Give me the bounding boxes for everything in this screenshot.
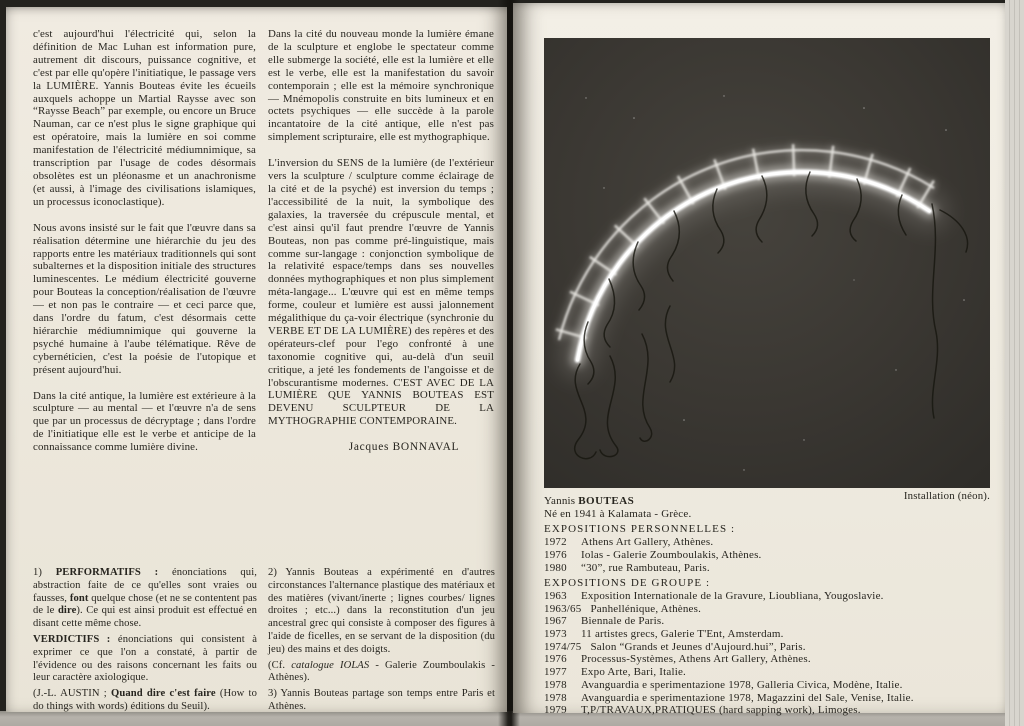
exhibition-year: 1978 <box>544 691 567 704</box>
exhibition-text: “30”, rue Rambuteau, Paris. <box>581 561 710 574</box>
exhibition-row <box>544 562 994 575</box>
exhibition-year: 1977 <box>544 666 567 679</box>
exhibition-row <box>544 653 994 666</box>
footnote-3: 3) Yannis Bouteas partage son temps entre Paris et Athènes. <box>268 688 495 712</box>
exhibition-text: Biennale de Paris. <box>581 615 665 628</box>
exhibition-row <box>544 603 994 616</box>
exhibition-year: 1980 <box>544 561 567 574</box>
right-page <box>513 3 1005 717</box>
exhibition-text: Expo Arte, Bari, Italie. <box>581 666 686 679</box>
exhibition-year: 1967 <box>544 615 567 628</box>
exhibition-text: Panhellénique, Athènes. <box>590 602 702 615</box>
essay-paragraph: c'est aujourd'hui l'électricité qui, selon la définition de Mac Luhan est information pure, autrement dit discours, puissance cognitive, et c'est par elle qu'opère l'initiatique, le passage vers la LUMIÈRE. Yannis Bouteas évite les écueils auxquels achoppe un Martial Raysse avec son “Raysse Beach” par exemple, ou encore un Bruce Nauman, car ce n'est plus le signe graphique qui est opératoire, mais la lumière en soi comme manifestation de l'électricité médiumnimique, sa transcription par l'usage de codes désormais obsolètes est un pléonasme et un anachronisme (et aussi, à l'image des civilisations islamiques, un processus iconoclastique). <box>33 28 256 208</box>
exhibition-text: Athens Art Gallery, Athènes. <box>581 536 714 549</box>
exhibition-text: Exposition Internationale de la Gravure, Lioubliana, Yougoslavie. <box>581 589 884 602</box>
left-page <box>6 7 507 712</box>
exhibition-year: 1963 <box>544 589 567 602</box>
footnote-performatifs: 1) PERFORMATIFS : énonciations qui, abstraction faite de ce qu'elles sont vraies ou fausses, font quelque chose (et ne se contentent pas de le dire). Ce qui est ainsi produit est effectué en disant cette même chose. <box>33 567 257 630</box>
exhibition-text: T,P/TRAVAUX,PRATIQUES (hard sapping work), Limoges. <box>581 704 861 717</box>
artist-name <box>544 495 994 508</box>
exhibition-row <box>544 666 994 679</box>
exhibition-text: 11 artistes grecs, Galerie T'Ent, Amsterdam. <box>581 628 784 641</box>
exhibition-row <box>544 641 994 654</box>
photo-caption: Installation (néon). <box>903 490 990 502</box>
exhibition-year: 1972 <box>544 536 567 549</box>
essay-paragraph: L'inversion du SENS de la lumière (de l'extérieur vers la sculpture / sculpture comme éclairage de la cité et de la psyché) est inversion du temps ; l'accessibilité de la nuit, la symbolique des galaxies, la traversée du crépuscule mental, et c'est ainsi qu'il faut prendre l'œuvre de Yannis Bouteas, non pas comme pré-linguistique, mais comme sur-langage : conjonction symbolique de la relativité espace/temps dans ses nouvelles données mythographiques et non plus simplement méta-langage... L'œuvre qui est en même temps forme, couleur et lumière est aussi jalonnement mégalithique du ça-voir électrique (synchronie du VERBE ET DE LA LUMIÈRE) des repères et des opérateurs-clef pour l'ego confronté à une taxonomie cognitive qui, au-delà d'un seuil critique, a jeté les fondements de l'angoisse et de l'obscurantisme modernes. C'EST AVEC DE LA LUMIÈRE QUE YANNIS BOUTEAS EST DEVENU SCULPTEUR DE LA MYTHOGRAPHIE CONTEMPORAINE. <box>268 157 494 428</box>
exhibition-row <box>544 615 994 628</box>
exhibition-row <box>544 590 994 603</box>
exhibition-row <box>544 549 994 562</box>
exhibition-text: Avanguardia e sperimentazione 1978, Magazzini del Sale, Venise, Italie. <box>581 691 914 704</box>
exhibition-year: 1976 <box>544 653 567 666</box>
exhibition-year: 1978 <box>544 678 567 691</box>
solo-exhibitions-list <box>544 536 994 574</box>
exhibition-year: 1973 <box>544 628 567 641</box>
footnote-austin-reference: (J.-L. AUSTIN ; Quand dire c'est faire (How to do things with words) éditions du Seuil). <box>33 688 257 712</box>
group-exhibitions-list <box>544 590 994 717</box>
exhibition-year: 1963/65 <box>544 602 582 615</box>
essay-paragraph: Dans la cité du nouveau monde la lumière émane de la sculpture et englobe le spectateur comme elle submerge la société, elle est la lumière et elle est le verbe, elle est la manifestation du savoir contemporain ; elle est la mémoire synchronique — Mnémopolis construite en bits lumineux et en octets psychiques — elle succède à la parole incantatoire de la cité antique, elle n'est pas simplement scripturaire, elle est mythographique. <box>268 28 494 144</box>
exhibition-year: 1976 <box>544 548 567 561</box>
neon-arc-artwork <box>544 38 990 488</box>
footnotes-column-middle <box>268 567 495 717</box>
exhibition-text: Avanguardia e sperimentazione 1978, Galleria Civica, Modène, Italie. <box>581 678 903 691</box>
essay-paragraph: Nous avons insisté sur le fait que l'œuvre dans sa réalisation détermine une hiérarchie du jeu des rapports entre les matériaux traditionnels qui sont subalternes et la disposition initiale des structures luminescentes. Le médium électricité gouverne pour Bouteas la conception/réalisation de l'œuvre — et non pas le contraire — et ceci parce que, dans l'ordre du fatum, c'est désormais cette hiérarchie médiumnimique qui gouverne la psyché humaine à l'aube télématique. Rêve de cybernéticien, c'est la poésie de l'utopique et présent aujourd'hui. <box>33 221 256 376</box>
exhibition-row <box>544 692 994 705</box>
author-signature: Jacques BONNAVAL <box>348 441 460 454</box>
exhibition-text: Processus-Systèmes, Athens Art Gallery, Athènes. <box>581 653 811 666</box>
footnote-2: 2) Yannis Bouteas a expérimenté en d'autres circonstances l'alternance plastique des matériaux et des matières (vivant/inerte ; lignes courbes/ lignes droites ; etc...) dans la reconstitution d'un jeu ancestral grec qui consiste à composer des figures à l'aide de ficelles, en se servant de la disposition (du jeu) des mains et des doigts. <box>268 567 495 655</box>
essay-paragraph: Dans la cité antique, la lumière est extérieure à la sculpture — au mental — et l'œuvre n'a de sens que par un processus de décryptage ; dans l'ordre de l'initiatique elle est le verbe et anticipe de la connaissance comme lumière divine. <box>33 389 256 454</box>
artist-first-name: Yannis <box>544 495 576 507</box>
artist-last-name: BOUTEAS <box>578 495 635 507</box>
artist-born: Né en 1941 à Kalamata - Grèce. <box>544 507 692 520</box>
footnote-2-reference: (Cf. catalogue IOLAS - Galerie Zoumboulakis - Athènes). <box>268 659 495 684</box>
group-exhibitions-header: EXPOSITIONS DE GROUPE : <box>544 577 711 590</box>
page-edges-right <box>1005 0 1024 726</box>
exhibition-year: 1974/75 <box>544 640 582 653</box>
middle-text-column <box>268 28 494 454</box>
artist-bio <box>544 495 994 717</box>
solo-exhibitions-header: EXPOSITIONS PERSONNELLES : <box>544 523 736 536</box>
exhibition-text: Salon “Grands et Jeunes d'Aujourd.hui”, Paris. <box>590 640 806 653</box>
exhibition-year: 1979 <box>544 704 567 717</box>
exhibition-row <box>544 628 994 641</box>
left-text-column <box>33 28 256 467</box>
footnote-verdictifs: VERDICTIFS : énonciations qui consistent à exprimer ce que l'on a constaté, à partir de l'évidence ou des raisons concernant les faits ou leur caractère axiologique. <box>33 633 258 684</box>
exhibition-row <box>544 679 994 692</box>
exhibition-text: Iolas - Galerie Zoumboulakis, Athènes. <box>581 548 762 561</box>
footnotes-column-left <box>33 567 257 717</box>
neon-installation-photo <box>544 38 990 488</box>
exhibition-row <box>544 704 994 717</box>
exhibition-row <box>544 536 994 549</box>
